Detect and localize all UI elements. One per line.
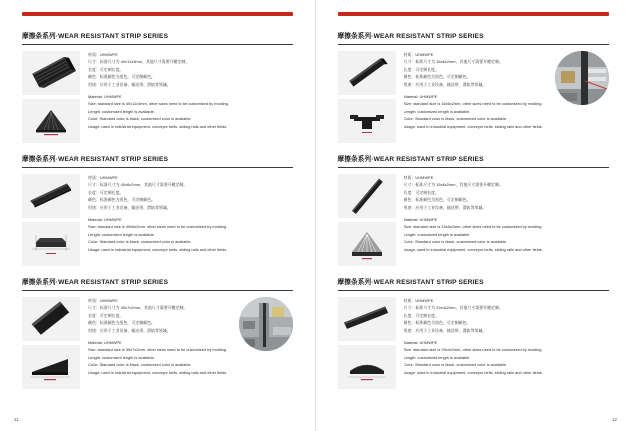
product-section (316, 276, 631, 393)
spec-line-en-material: Material: UHMWPE (88, 94, 122, 100)
spec-line-en-color: Color: Standard color is black, customized color is available. (88, 362, 192, 368)
section-title: 摩擦条系列·WEAR RESISTANT STRIP SERIES (22, 156, 169, 163)
spec-line-zh-material: 材质：UHMWPE (88, 298, 118, 303)
product-section (0, 276, 315, 393)
spec-block (80, 174, 233, 253)
product-section (316, 153, 631, 270)
spec-line-zh-size: 尺寸：标准尺寸为 16x6x2mm，其他尺寸需要开模定制。 (403, 59, 503, 65)
spec-line-en-size: Size: standard size is 29x4x2mm, other sizes need to be customized by molding. (403, 347, 543, 353)
spec-line-en-size: Size: standard size is 16x6x2mm, other sizes need to be customized by molding. (403, 101, 543, 107)
product-drawing-bottom[interactable] (22, 99, 80, 143)
spec-line-zh-usage: 用途：应用于工业设备、输送带、滑轨等领域。 (88, 204, 171, 210)
spec-line-zh-color: 颜色：标准颜色为黑色，可定制颜色。 (403, 197, 471, 203)
accent-bar (22, 12, 293, 16)
product-thumbnails (338, 51, 396, 147)
spec-line-en-material: Material: UHMWPE (88, 217, 122, 223)
product-thumbnails (22, 51, 80, 147)
product-item (22, 174, 293, 270)
spec-line-en-usage: Usage: used in industrial equipment, conveyor belts, sliding rails and other fields. (88, 369, 228, 375)
spec-line-en-length: Length: customized length is available. (403, 354, 471, 360)
spec-line-en-length: Length: customized length is available. (403, 231, 471, 237)
spec-line-en-color: Color: Standard color is black, customized color is available. (403, 239, 508, 245)
page-number: 11 (14, 417, 19, 422)
spec-line-en-length: Length: customized length is available. (88, 108, 155, 114)
spec-line-en-length: Length: customized length is available. (403, 108, 471, 114)
spec-line-zh-material: 材质：UHMWPE (88, 175, 118, 180)
spec-line-en-material: Material: UHMWPE (403, 217, 438, 223)
product-section (0, 30, 315, 147)
product-item (338, 297, 610, 393)
spec-block (80, 297, 233, 376)
spec-line-zh-length: 长度：可定制长度。 (403, 312, 439, 318)
product-drawing-bottom[interactable] (22, 222, 80, 266)
product-photo-top[interactable] (338, 297, 396, 341)
spec-line-zh-material: 材质：UHMWPE (403, 298, 434, 303)
spec-line-en-size: Size: standard size is 40x11x3mm, other sizes need to be customized by molding. (88, 101, 229, 107)
product-drawing-bottom[interactable] (338, 99, 396, 143)
catalog-page-right (316, 0, 631, 431)
spec-line-zh-size: 尺寸：标准尺寸为 45x6x2mm，其他尺寸需要开模定制。 (88, 182, 188, 188)
product-thumbnails (338, 297, 396, 393)
spec-line-en-size: Size: standard size is 35x7x2mm, other sizes need to be customized by molding. (88, 347, 228, 353)
section-divider (338, 167, 610, 168)
spec-line-en-color: Color: Standard color is black, customized color is available. (88, 239, 192, 245)
spec-line-zh-length: 长度：可定制长度。 (88, 312, 124, 318)
spec-line-zh-usage: 用途：应用于工业设备、输送带、滑轨等领域。 (403, 327, 487, 333)
spec-line-en-usage: Usage: used in industrial equipment, conveyor belts, sliding rails and other fields. (88, 246, 228, 252)
spec-line-zh-usage: 用途：应用于工业设备、输送带、滑轨等领域。 (403, 204, 487, 210)
section-title: 摩擦条系列·WEAR RESISTANT STRIP SERIES (22, 33, 169, 40)
spec-line-en-usage: Usage: used in industrial equipment, conveyor belts, sliding rails and other fields. (403, 246, 543, 252)
spec-line-zh-size: 尺寸：标准尺寸为 40x11x3mm，其他尺寸需要开模定制。 (88, 59, 190, 65)
section-title: 摩擦条系列·WEAR RESISTANT STRIP SERIES (22, 279, 169, 286)
section-divider (22, 167, 293, 168)
product-thumbnails (338, 174, 396, 270)
product-photo-top[interactable] (22, 51, 80, 95)
spec-line-en-color: Color: Standard color is black, customized color is available. (88, 116, 192, 122)
product-item (338, 51, 610, 147)
product-drawing-bottom[interactable] (22, 345, 80, 389)
spec-line-zh-material: 材质：UHMWPE (88, 52, 118, 57)
spec-line-en-color: Color: Standard color is black, customized color is available. (403, 116, 508, 122)
section-title: 摩擦条系列·WEAR RESISTANT STRIP SERIES (337, 279, 484, 286)
spec-line-zh-material: 材质：UHMWPE (403, 52, 434, 57)
product-thumbnails (22, 297, 80, 393)
spec-line-en-length: Length: customized length is available. (88, 231, 155, 237)
spec-line-zh-length: 长度：可定制长度。 (88, 66, 124, 72)
spec-line-zh-usage: 用途：应用于工业设备、输送带、滑轨等领域。 (88, 81, 171, 87)
spec-line-zh-size: 尺寸：标准尺寸为 35x7x2mm，其他尺寸需要开模定制。 (88, 305, 188, 311)
spec-line-zh-color: 颜色：标准颜色为黑色，可定制颜色。 (88, 320, 155, 326)
page-number: 12 (611, 417, 617, 422)
spec-block (396, 51, 550, 130)
spec-line-en-size: Size: standard size is 45x6x2mm, other sizes need to be customized by molding. (88, 224, 228, 230)
section-list-left (0, 24, 315, 398)
spec-line-en-material: Material: UHMWPE (88, 340, 122, 346)
section-title: 摩擦条系列·WEAR RESISTANT STRIP SERIES (337, 156, 484, 163)
section-divider (22, 44, 293, 45)
product-photo-top[interactable] (22, 174, 80, 218)
product-photo-top[interactable] (338, 174, 396, 218)
accent-bar (338, 12, 610, 16)
product-section (316, 30, 631, 147)
section-divider (338, 290, 610, 291)
spec-block (396, 297, 550, 376)
spec-line-en-usage: Usage: used in industrial equipment, conveyor belts, sliding rails and other fields. (403, 369, 543, 375)
spec-line-zh-length: 长度：可定制长度。 (403, 66, 439, 72)
spec-line-en-usage: Usage: used in industrial equipment, conveyor belts, sliding rails and other fields. (88, 123, 228, 129)
application-photo[interactable] (555, 51, 609, 105)
spec-line-zh-usage: 用途：应用于工业设备、输送带、滑轨等领域。 (403, 81, 487, 87)
spec-line-zh-color: 颜色：标准颜色为黑色，可定制颜色。 (88, 74, 155, 80)
product-item (338, 174, 610, 270)
product-thumbnails (22, 174, 80, 270)
section-divider (338, 44, 610, 45)
section-divider (22, 290, 293, 291)
spec-line-zh-usage: 用途：应用于工业设备、输送带、滑轨等领域。 (88, 327, 171, 333)
section-list-right (316, 24, 631, 398)
product-item (22, 297, 293, 393)
spec-line-zh-size: 尺寸：标准尺寸为 15x6x2mm，其他尺寸需要开模定制。 (403, 182, 503, 188)
spec-line-en-material: Material: UHMWPE (403, 94, 438, 100)
spec-line-zh-material: 材质：UHMWPE (403, 175, 434, 180)
spec-line-en-material: Material: UHMWPE (403, 340, 438, 346)
spec-line-en-usage: Usage: used in industrial equipment, conveyor belts, sliding rails and other fields. (403, 123, 543, 129)
spec-block (80, 51, 233, 130)
spec-line-zh-length: 长度：可定制长度。 (88, 189, 124, 195)
spec-line-zh-length: 长度：可定制长度。 (403, 189, 439, 195)
section-title: 摩擦条系列·WEAR RESISTANT STRIP SERIES (337, 33, 484, 40)
spec-line-en-size: Size: standard size is 15x6x2mm, other sizes need to be customized by molding. (403, 224, 543, 230)
product-photo-top[interactable] (338, 51, 396, 95)
application-photo[interactable] (239, 297, 293, 351)
product-drawing-bottom[interactable] (338, 222, 396, 266)
spec-block (396, 174, 550, 253)
product-drawing-bottom[interactable] (338, 345, 396, 389)
product-section (0, 153, 315, 270)
spec-line-zh-color: 颜色：标准颜色为黑色，可定制颜色。 (403, 320, 471, 326)
spec-line-zh-color: 颜色：标准颜色为黑色，可定制颜色。 (403, 74, 471, 80)
spec-line-en-length: Length: customized length is available. (88, 354, 155, 360)
product-item (22, 51, 293, 147)
spec-line-en-color: Color: Standard color is black, customized color is available. (403, 362, 508, 368)
product-photo-top[interactable] (22, 297, 80, 341)
spec-line-zh-color: 颜色：标准颜色为黑色，可定制颜色。 (88, 197, 155, 203)
spec-line-zh-size: 尺寸：标准尺寸为 29x4x2mm，其他尺寸需要开模定制。 (403, 305, 503, 311)
